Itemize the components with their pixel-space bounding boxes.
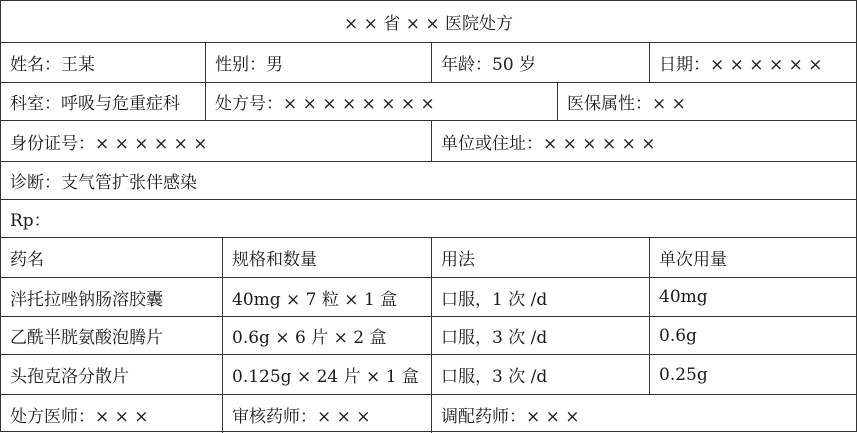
table-row bbox=[1, 355, 856, 395]
drug-spec: 40mg × 7 粒 × 1 盒 bbox=[222, 278, 431, 316]
patient-age: 年龄：50 岁 bbox=[431, 43, 649, 82]
department: 科室：呼吸与危重症科 bbox=[10, 94, 180, 114]
diagnosis: 诊断：支气管扩张伴感染 bbox=[10, 173, 197, 193]
patient-name: 姓名：王某 bbox=[10, 55, 95, 75]
id-number: 身份证号：× × × × × × bbox=[10, 133, 208, 154]
prescription-date: 日期：× × × × × × bbox=[649, 43, 856, 82]
drug-name: 泮托拉唑钠肠溶胶囊 bbox=[10, 289, 163, 310]
signature-row bbox=[1, 395, 856, 433]
title-row bbox=[1, 1, 856, 43]
diagnosis-row bbox=[1, 162, 856, 200]
drug-dose: 0.25g bbox=[649, 355, 856, 394]
header-single-dose: 单次用量 bbox=[649, 238, 856, 277]
drug-usage: 口服，1 次 /d bbox=[431, 278, 649, 316]
table-row bbox=[1, 317, 856, 355]
rp-row bbox=[1, 200, 856, 238]
drug-spec: 0.125g × 24 片 × 1 盒 bbox=[222, 355, 431, 394]
address: 单位或住址：× × × × × × bbox=[431, 121, 856, 161]
drug-spec: 0.6g × 6 片 × 2 盒 bbox=[222, 317, 431, 354]
dispensing-pharmacist: 调配药师：× × × bbox=[431, 395, 856, 433]
department-row bbox=[1, 83, 856, 121]
prescription-title: × × 省 × × 医院处方 bbox=[344, 14, 513, 34]
prescription-number: 处方号：× × × × × × × × bbox=[205, 83, 557, 120]
patient-gender: 性别：男 bbox=[205, 43, 431, 82]
header-spec-quantity: 规格和数量 bbox=[222, 238, 431, 277]
reviewing-pharmacist: 审核药师：× × × bbox=[222, 395, 431, 433]
rp-label: Rp： bbox=[10, 211, 51, 231]
drug-usage: 口服，3 次 /d bbox=[431, 355, 649, 394]
drug-usage: 口服，3 次 /d bbox=[431, 317, 649, 354]
table-row bbox=[1, 278, 856, 317]
drug-name: 头孢克洛分散片 bbox=[10, 367, 129, 387]
header-drug-name: 药名 bbox=[10, 250, 44, 270]
patient-info-row bbox=[1, 43, 856, 83]
drug-name: 乙酰半胱氨酸泡腾片 bbox=[10, 328, 163, 348]
drug-dose: 0.6g bbox=[649, 317, 856, 354]
drug-dose: 40mg bbox=[649, 278, 856, 316]
prescribing-doctor: 处方医师：× × × bbox=[10, 406, 149, 427]
header-usage: 用法 bbox=[431, 238, 649, 277]
id-row bbox=[1, 121, 856, 162]
drug-table-header bbox=[1, 238, 856, 278]
insurance-type: 医保属性：× × bbox=[557, 83, 856, 120]
